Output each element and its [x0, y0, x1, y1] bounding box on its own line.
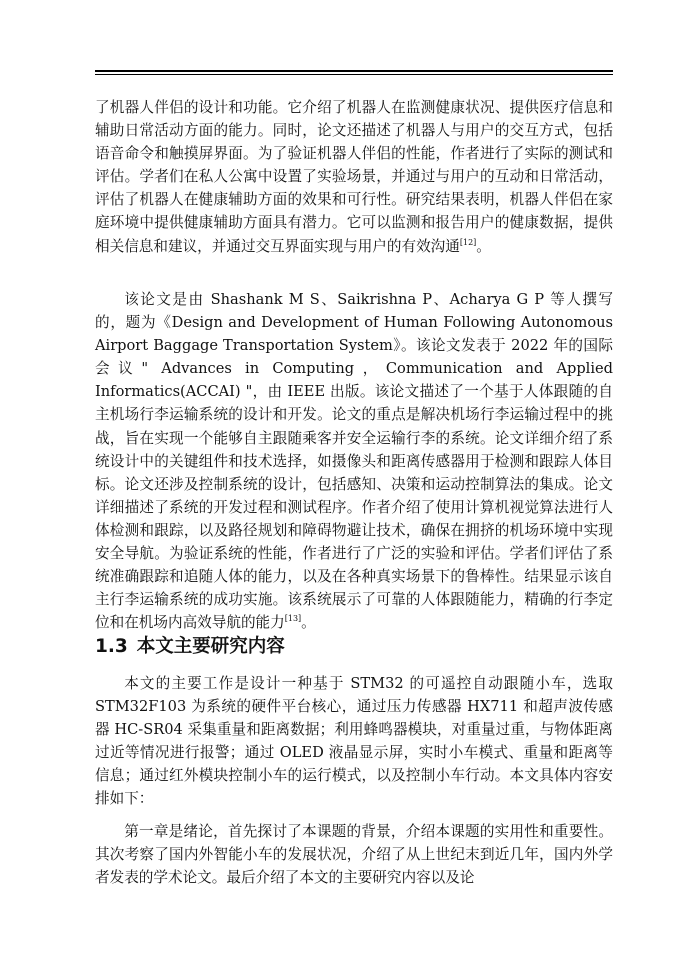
- paragraph-text: 了机器人伴侣的设计和功能。它介绍了机器人在监测健康状况、提供医疗信息和辅助日常活动方面的能力。同时，论文还描述了机器人与用户的交互方式，包括语音命令和触摸屏界面。为了验证机器人伴侣的性能，作者进行了实际的测试和评估。学者们在私人公寓中设置了实验场景，并通过与用户的互动和日常活动，评估了机器人在健康辅助方面的效果和可行性。研究结果表明，机器人伴侣在家庭环境中提供健康辅助方面具有潜力。它可以监测和报告用户的健康数据，提供相关信息和建议，并通过交互界面实现与用户的有效沟通: [95, 99, 613, 255]
- paragraph-chapter-one: [95, 820, 613, 889]
- header-rule: [95, 70, 613, 75]
- section-heading: [95, 634, 285, 660]
- paragraph-end: 。: [301, 614, 316, 632]
- paragraph-text: 本文的主要工作是设计一种基于 STM32 的可遥控自动跟随小车，选取 STM32F103 为系统的硬件平台核心，通过压力传感器 HX711 和超声波传感器 HC-SR04 采集重量和距离数据；利用蜂鸣器模块，对重量过重，与物体距离过近等情况进行报警；通过 OLED 液晶显示屏，实时小车模式、重量和距离等信息；通过红外模块控制小车的运行模式，以及控制小车行动。本文具体内容安排如下：: [95, 675, 613, 808]
- paragraph-end: 。: [476, 237, 491, 255]
- paragraph-baggage-system: [95, 288, 613, 634]
- citation-marker: [13]: [284, 614, 302, 624]
- paragraph-robot-companion: [95, 96, 613, 258]
- citation-marker: [12]: [459, 237, 477, 247]
- section-title: 本文主要研究内容: [136, 636, 285, 657]
- paragraph-text: 第一章是绪论，首先探讨了本课题的背景，介绍本课题的实用性和重要性。其次考察了国内外智能小车的发展状况，介绍了从上世纪末到近几年，国内外学者发表的学术论文。最后介绍了本文的主要研究内容以及论: [95, 823, 613, 887]
- paragraph-text: 该论文是由 Shashank M S、Saikrishna P、Acharya G P 等人撰写的，题为《Design and Development of Human Following Autonomous Airport Baggage Transportation System》。该论文发表于 2022 年的国际会议" Advances in Computing，Communication and Applied Informatics(ACCAI) "，由 IEEE 出版。该论文描述了一个基于人体跟随的自主机场行李运输系统的设计和开发。论文的重点是解决机场行李运输过程中的挑战，旨在实现一个能够自主跟随乘客并安全运输行李的系统。论文详细介绍了系统设计中的关键组件和技术选择，如摄像头和距离传感器用于检测和跟踪人体目标。论文还涉及控制系统的设计，包括感知、决策和运动控制算法的集成。论文详细描述了系统的开发过程和测试程序。作者介绍了使用计算机视觉算法进行人体检测和跟踪，以及路径规划和障碍物避让技术，确保在拥挤的机场环境中实现安全导航。为验证系统的性能，作者进行了广泛的实验和评估。学者们评估了系统准确跟踪和追随人体的能力，以及在各种真实场景下的鲁棒性。结果显示该自主行李运输系统的成功实施。该系统展示了可靠的人体跟随能力，精确的行李定位和在机场内高效导航的能力: [95, 291, 613, 632]
- paragraph-main-work: [95, 672, 613, 811]
- section-number: 1.3: [95, 636, 128, 657]
